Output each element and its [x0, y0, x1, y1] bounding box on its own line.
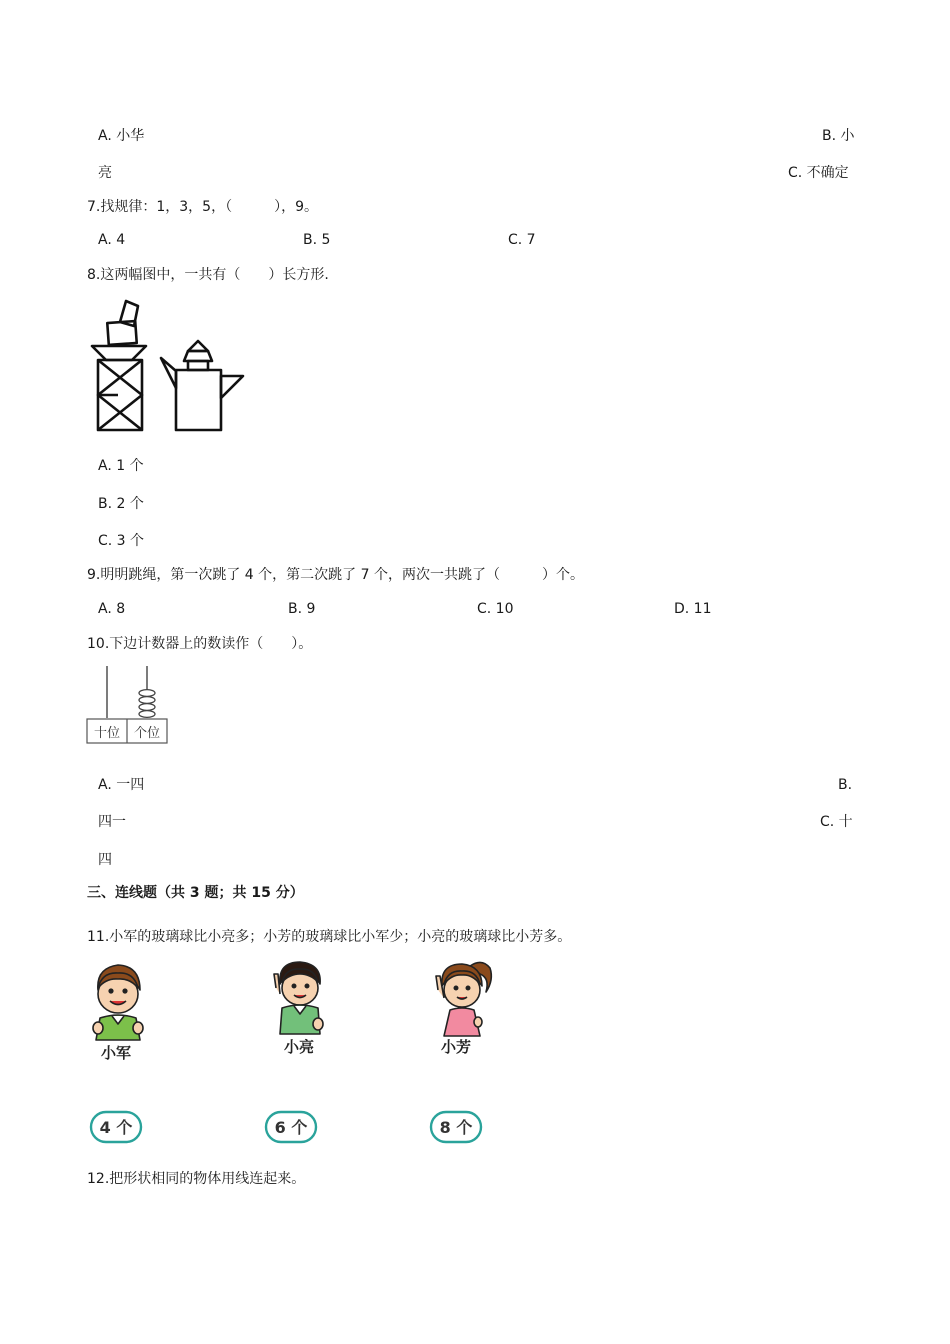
q10-option-a: A. 一四: [98, 777, 145, 793]
q8-figure: [88, 298, 248, 434]
q11-child-xiaofang: [430, 958, 500, 1062]
abacus-tens-label: 十位: [93, 726, 121, 741]
q7-option-c: C. 7: [508, 232, 536, 248]
q10-option-c: C. 十: [820, 814, 853, 830]
q8-teapot-spout: [221, 376, 243, 398]
q11-count-8-text: 8 个: [439, 1118, 473, 1137]
q8-option-b: B. 2 个: [98, 496, 144, 512]
q6-option-b-wrap: 亮: [98, 165, 112, 181]
q9-option-c: C. 10: [477, 601, 514, 617]
q10-option-c-wrap: 四: [98, 852, 112, 868]
q11-child-name-xiaojun: 小军: [100, 1044, 132, 1062]
q11-stem: 11.小军的玻璃球比小亮多；小芳的玻璃球比小军少；小亮的玻璃球比小芳多。: [87, 929, 572, 945]
q8-robot-trapezoid: [92, 346, 146, 360]
q10-stem: 10.下边计数器上的数读作（ ）。: [87, 636, 313, 652]
q8-teapot-lid: [188, 361, 208, 370]
q9-option-b: B. 9: [288, 601, 316, 617]
q8-teapot-tip: [188, 341, 208, 351]
q11-child-xiaoliang: [266, 958, 332, 1062]
q11-child-name-xiaofang: 小芳: [440, 1038, 472, 1056]
q11-count-pill-6: [264, 1110, 320, 1146]
q7-option-b: B. 5: [303, 232, 331, 248]
q11-count-6-text: 6 个: [274, 1118, 308, 1137]
q11-count-4-text: 4 个: [99, 1118, 133, 1137]
q8-teapot-neck: [184, 351, 212, 361]
q11-count-pill-8: [429, 1110, 485, 1146]
section3-title: 三、连线题（共 3 题；共 15 分）: [87, 885, 304, 901]
q12-stem: 12.把形状相同的物体用线连起来。: [87, 1171, 306, 1187]
q10-abacus: [86, 664, 170, 746]
q11-count-pill-4: [89, 1110, 145, 1146]
q7-stem: 7.找规律：1，3，5，（ ），9。: [87, 199, 318, 215]
q6-option-b: B. 小: [822, 128, 855, 144]
abacus-ones-label: 个位: [133, 726, 161, 741]
q8-option-c: C. 3 个: [98, 533, 145, 549]
q8-teapot-body: [176, 370, 221, 430]
q8-option-a: A. 1 个: [98, 458, 144, 474]
q6-option-c: C. 不确定: [788, 165, 849, 181]
q6-option-a: A. 小华: [98, 128, 145, 144]
q9-option-a: A. 8: [98, 601, 126, 617]
q9-option-d: D. 11: [674, 601, 712, 617]
q8-teapot-handle: [161, 358, 176, 388]
q7-option-a: A. 4: [98, 232, 126, 248]
q10-option-b-wrap: 四一: [98, 814, 126, 830]
q11-child-name-xiaoliang: 小亮: [283, 1038, 315, 1056]
q10-abacus-beads: [139, 690, 155, 718]
q8-stem: 8.这两幅图中，一共有（ ）长方形.: [87, 267, 329, 283]
q10-option-b: B.: [838, 777, 853, 793]
q9-stem: 9.明明跳绳，第一次跳了 4 个，第二次跳了 7 个，两次一共跳了（ ）个。: [87, 567, 584, 583]
q11-child-xiaojun: [86, 960, 156, 1066]
